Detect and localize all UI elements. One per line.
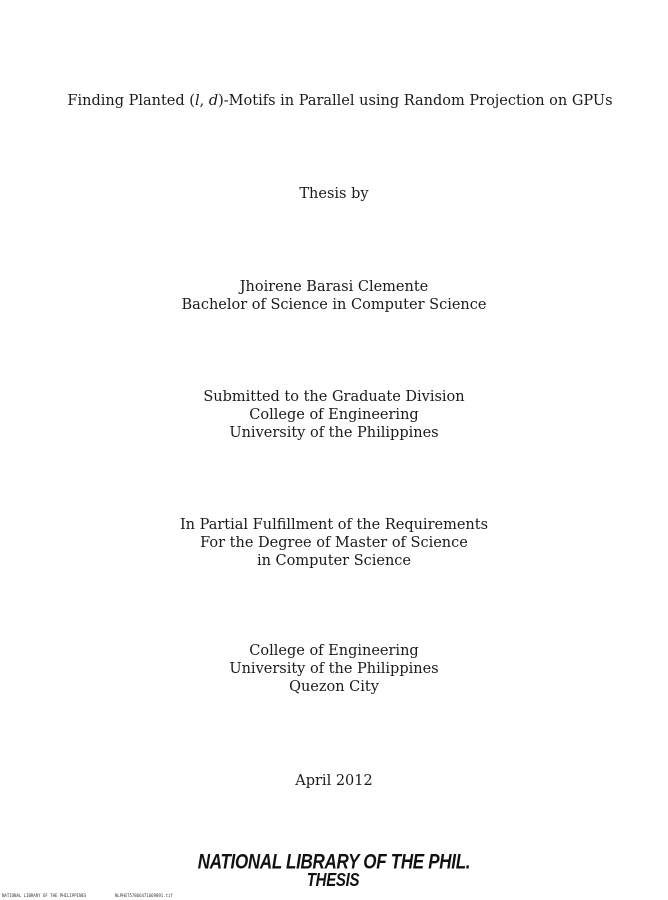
degree-line: For the Degree of Master of Science — [200, 535, 468, 551]
title-variable-l: l — [194, 93, 200, 109]
thesis-by-label: Thesis by — [299, 186, 369, 202]
library-stamp-thesis: THESIS — [306, 870, 360, 891]
fulfillment-line: In Partial Fulfillment of the Requirements — [179, 517, 489, 533]
title-variable-d: d — [208, 93, 219, 109]
scan-footer-filename: NLPHGT57866471669891.tif — [115, 893, 173, 898]
title-separator: , — [199, 93, 209, 109]
thesis-title — [0, 92, 668, 110]
field-line: in Computer Science — [256, 553, 412, 569]
library-stamp: NATIONAL LIBRARY OF THE PHIL. — [197, 849, 471, 874]
title-text-pre: Finding Planted ( — [67, 93, 195, 109]
submitted-university: University of the Philippines — [229, 425, 439, 441]
author-degree: Bachelor of Science in Computer Science — [181, 297, 487, 313]
title-text-post: )-Motifs in Parallel using Random Projection on GPUs — [218, 93, 613, 109]
scan-footer-library: NATIONAL LIBRARY OF THE PHILIPPINES — [2, 893, 87, 898]
institution-college: College of Engineering — [249, 643, 419, 659]
author-name: Jhoirene Barasi Clemente — [239, 279, 429, 295]
institution-university: University of the Philippines — [229, 661, 439, 677]
submitted-to-line: Submitted to the Graduate Division — [203, 389, 465, 405]
submitted-college: College of Engineering — [249, 407, 419, 423]
institution-city: Quezon City — [289, 679, 379, 695]
submission-date: April 2012 — [295, 773, 373, 789]
